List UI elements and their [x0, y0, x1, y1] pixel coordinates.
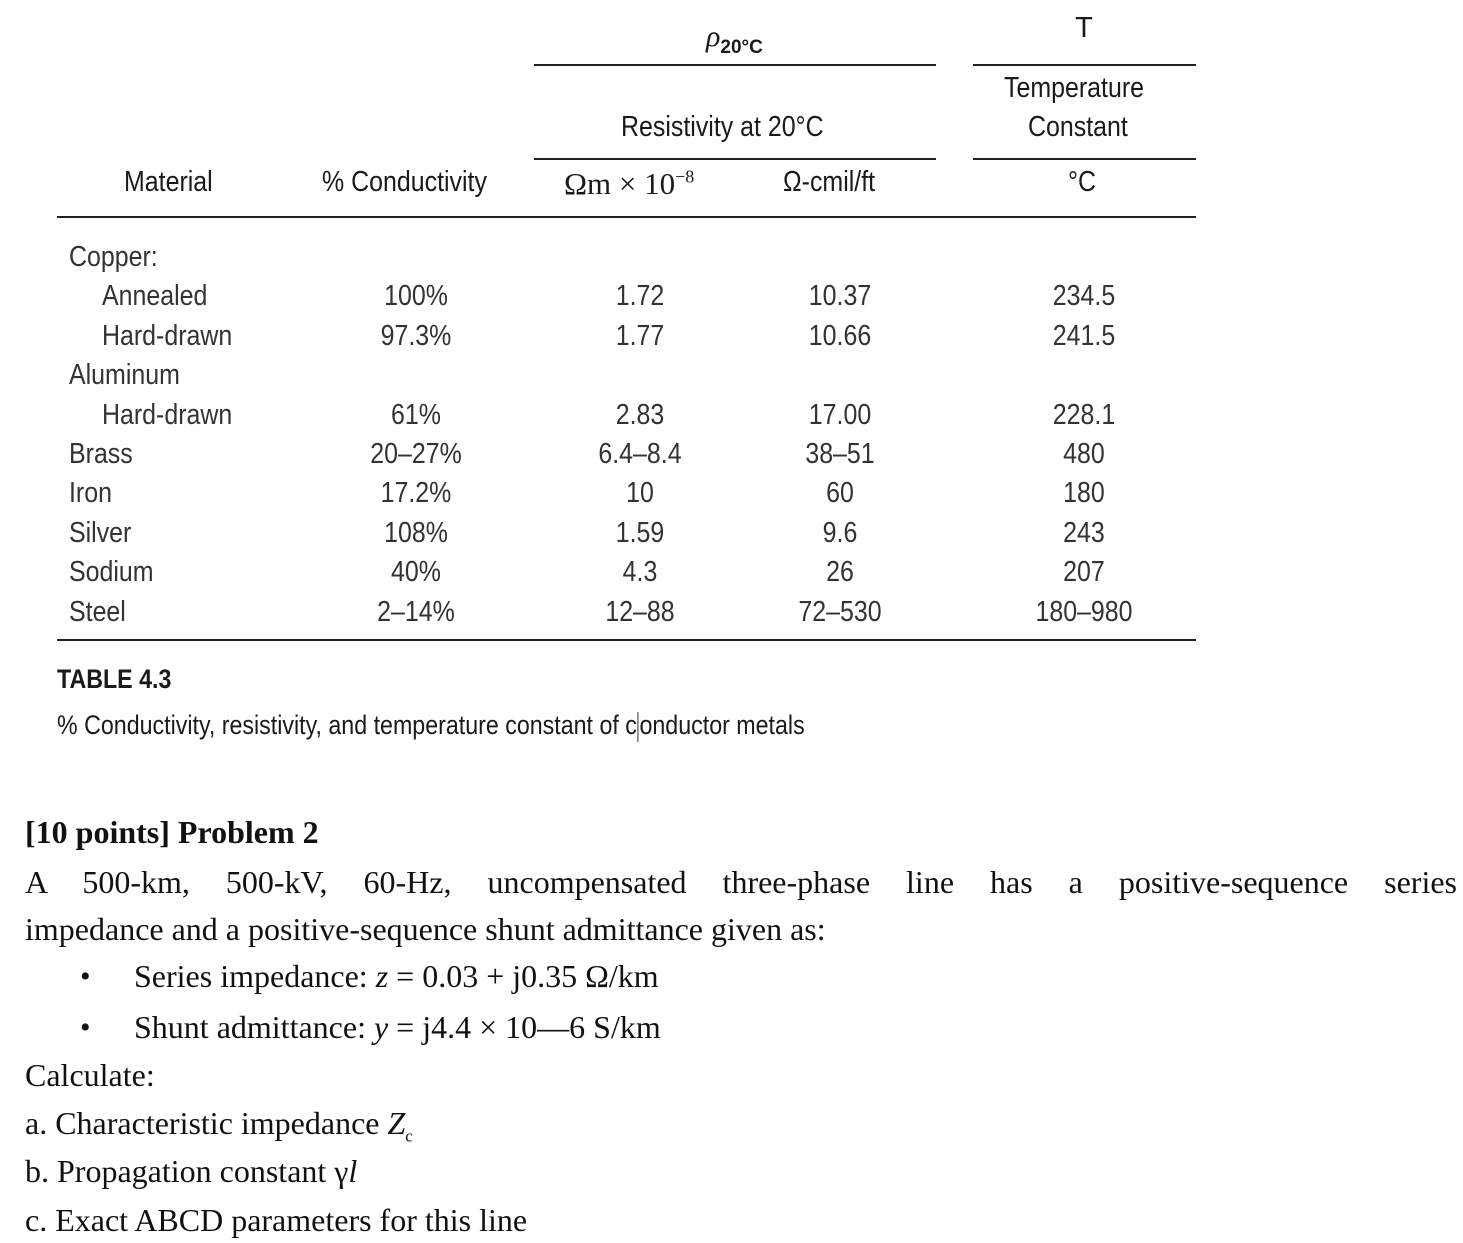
- rule-rho-group: [534, 64, 936, 66]
- caption-before-cursor: % Conductivity, resistivity, and temperature constant of c: [57, 710, 637, 740]
- cell-ohm-m: 4.3: [622, 556, 658, 588]
- cell-ohm-m: 1.72: [615, 280, 665, 312]
- cell-temp-constant: 243: [1063, 517, 1105, 549]
- cell-material: Annealed: [102, 280, 208, 312]
- item-a: [25, 1105, 413, 1146]
- cell-temp-constant: 234.5: [1052, 280, 1116, 312]
- rho-20c-header: [706, 20, 763, 59]
- cell-conductivity: 17.2%: [380, 477, 452, 509]
- cell-material: Brass: [69, 438, 133, 470]
- t-header: T: [1075, 12, 1093, 44]
- cell-conductivity: 40%: [391, 556, 441, 588]
- cell-ohm-cmil: 17.00: [808, 399, 872, 431]
- cell-ohm-cmil: 9.6: [822, 517, 858, 549]
- ohm-m-exponent: −8: [675, 166, 695, 187]
- item-a-text: a. Characteristic impedance: [25, 1105, 388, 1141]
- table-caption-title: TABLE 4.3: [57, 664, 172, 694]
- conductivity-header: % Conductivity: [322, 166, 487, 198]
- cell-material: Copper:: [69, 241, 158, 273]
- cell-temp-constant: 241.5: [1052, 320, 1116, 352]
- cell-ohm-m: 6.4–8.4: [598, 438, 682, 470]
- resistivity-label: Resistivity at 20°C: [621, 111, 824, 143]
- cell-conductivity: 20–27%: [370, 438, 462, 470]
- rule-table-bottom: [57, 639, 1196, 641]
- cell-ohm-cmil: 10.37: [808, 280, 872, 312]
- shunt-admittance-label: Shunt admittance:: [134, 1009, 374, 1045]
- calculate-label: Calculate:: [25, 1057, 155, 1093]
- bullet-dot-1: •: [80, 960, 91, 993]
- cell-material: Aluminum: [69, 359, 180, 391]
- cell-ohm-m: 2.83: [615, 399, 665, 431]
- rule-temp-constant: [973, 158, 1196, 160]
- cell-material: Silver: [69, 517, 132, 549]
- cell-conductivity: 61%: [391, 399, 441, 431]
- rho-symbol: ρ: [706, 20, 721, 53]
- item-c: c. Exact ABCD parameters for this line: [25, 1202, 528, 1238]
- cell-conductivity: 100%: [384, 280, 448, 312]
- cell-ohm-cmil: 60: [826, 477, 854, 509]
- item-b: [25, 1153, 357, 1190]
- caption-after-cursor: onductor metals: [639, 710, 805, 740]
- var-zc: Z: [387, 1105, 406, 1141]
- bullet-dot-2: •: [80, 1011, 91, 1044]
- var-l: l: [348, 1153, 358, 1189]
- cell-material: Hard-drawn: [102, 399, 233, 431]
- rule-header-bottom: [57, 216, 1196, 218]
- series-impedance-value: = 0.03 + j0.35 Ω/km: [388, 958, 659, 994]
- cell-conductivity: 108%: [384, 517, 448, 549]
- material-header: Material: [124, 166, 213, 198]
- cell-temp-constant: 480: [1063, 438, 1105, 470]
- cell-ohm-cmil: 38–51: [805, 438, 875, 470]
- cell-ohm-cmil: 26: [826, 556, 854, 588]
- ohm-m-unit: Ωm × 10: [564, 166, 676, 201]
- ohm-m-unit-header: [564, 166, 694, 202]
- cell-ohm-m: 10: [626, 477, 654, 509]
- cell-ohm-m: 1.77: [615, 320, 665, 352]
- cell-ohm-m: 1.59: [615, 517, 665, 549]
- shunt-admittance-value: = j4.4 × 10—6 S/km: [388, 1009, 661, 1045]
- cell-material: Iron: [69, 477, 112, 509]
- cell-temp-constant: 207: [1063, 556, 1105, 588]
- series-impedance-label: Series impedance:: [134, 958, 376, 994]
- cell-ohm-cmil: 10.66: [808, 320, 872, 352]
- temp-constant-line1: Temperature: [1004, 72, 1145, 104]
- celsius-header: °C: [1068, 166, 1096, 198]
- problem-points: [10 points]: [25, 814, 170, 850]
- bullet-shunt-admittance: [134, 1009, 661, 1046]
- rule-t-group: [973, 64, 1196, 66]
- cell-material: Sodium: [69, 556, 154, 588]
- temp-constant-line2: Constant: [1028, 111, 1128, 143]
- cell-conductivity: 2–14%: [377, 596, 455, 628]
- cell-temp-constant: 180: [1063, 477, 1105, 509]
- cell-ohm-cmil: 72–530: [798, 596, 882, 628]
- item-b-text: b. Propagation constant γ: [25, 1153, 349, 1189]
- var-z: z: [375, 958, 389, 994]
- problem-title: Problem 2: [177, 814, 319, 850]
- cell-conductivity: 97.3%: [380, 320, 452, 352]
- cell-temp-constant: 180–980: [1035, 596, 1133, 628]
- table-caption-text: [57, 710, 805, 742]
- bullet-series-impedance: [134, 958, 659, 995]
- cell-ohm-m: 12–88: [605, 596, 675, 628]
- var-y: y: [373, 1009, 389, 1045]
- problem-line2: impedance and a positive-sequence shunt admittance given as:: [25, 911, 826, 947]
- problem-heading: [25, 814, 319, 851]
- cell-material: Steel: [69, 596, 126, 628]
- rule-resistivity: [534, 158, 936, 160]
- rho-subscript: 20°C: [720, 37, 763, 58]
- cell-material: Hard-drawn: [102, 320, 233, 352]
- cell-temp-constant: 228.1: [1052, 399, 1116, 431]
- ohm-cmil-header: Ω-cmil/ft: [783, 166, 876, 198]
- problem-line1: A 500-km, 500-kV, 60-Hz, uncompensated three-phase line has a positive-sequence series: [25, 864, 1457, 900]
- var-zc-sub: c: [405, 1126, 413, 1146]
